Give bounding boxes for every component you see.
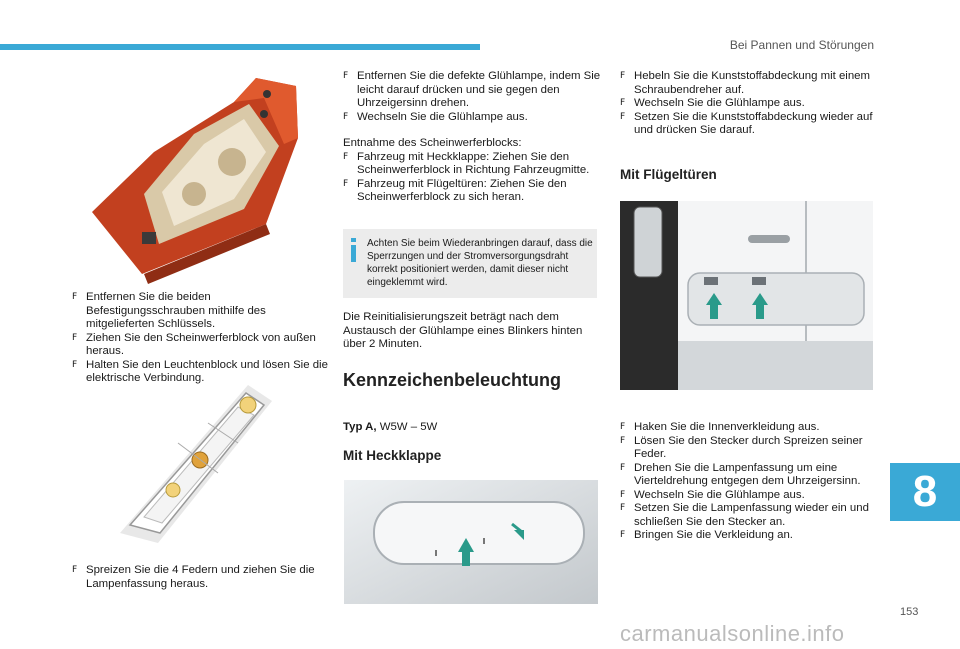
info-note xyxy=(343,229,597,298)
type-label: Typ A, xyxy=(343,421,377,433)
col1-steps-b xyxy=(72,564,328,591)
list-item: F Entfernen Sie die beiden Befestigungsschrauben mithilfe des mitgelieferten Schlüssels. xyxy=(72,291,328,332)
col3-steps-a xyxy=(620,70,876,138)
type-value: W5W – 5W xyxy=(376,421,438,433)
col2-steps-a xyxy=(343,70,601,205)
col1-steps-a xyxy=(72,291,328,386)
list-item: F Hebeln Sie die Kunststoffabdeckung mit einem Schraubendreher auf. xyxy=(620,70,876,97)
list-item: F Lösen Sie den Stecker durch Spreizen seiner Feder. xyxy=(620,435,876,462)
list-item: F Wechseln Sie die Glühlampe aus. xyxy=(620,97,876,111)
type-line xyxy=(343,421,601,435)
list-item: F Spreizen Sie die 4 Federn und ziehen Sie die Lampenfassung heraus. xyxy=(72,564,328,591)
list-item: F Drehen Sie die Lampenfassung um eine Vierteldrehung entgegen dem Uhrzeigersinn. xyxy=(620,462,876,489)
chapter-tab[interactable]: 8 xyxy=(890,463,960,521)
col3-steps-b xyxy=(620,421,876,543)
list-item: F Wechseln Sie die Glühlampe aus. xyxy=(620,489,876,503)
note-text: Achten Sie beim Wiederanbringen darauf, dass die Sperrzungen und der Stromversorgungsdraht korrekt positioniert werden, damit dieser nicht eingeklemmt wird. xyxy=(367,238,593,288)
subsection-wing-doors: Mit Flügeltüren xyxy=(620,167,717,182)
list-item: F Fahrzeug mit Heckklappe: Ziehen Sie den Scheinwerferblock in Richtung Fahrzeugmitte. xyxy=(343,151,601,178)
reset-text: Die Reinitialisierungszeit beträgt nach dem Austausch der Glühlampe eines Blinkers hinten über 2 Minuten. xyxy=(343,311,583,350)
chapter-title: Bei Pannen und Störungen xyxy=(729,38,874,52)
subsection-tailgate: Mit Heckklappe xyxy=(343,448,442,463)
list-item: F Wechseln Sie die Glühlampe aus. xyxy=(343,111,601,125)
header-accent-bar xyxy=(0,44,480,50)
list-item: F Halten Sie den Leuchtenblock und lösen Sie die elektrische Verbindung. xyxy=(72,359,328,386)
list-item: F Ziehen Sie den Scheinwerferblock von außen heraus. xyxy=(72,332,328,359)
list-item: F Fahrzeug mit Flügeltüren: Ziehen Sie den Scheinwerferblock zu sich heran. xyxy=(343,178,601,205)
list-item: F Entfernen Sie die defekte Glühlampe, indem Sie leicht darauf drücken und sie gegen den Uhrzeigersinn drehen. xyxy=(343,70,601,111)
info-icon xyxy=(351,238,356,262)
watermark: carmanualsonline.info xyxy=(620,621,845,646)
list-item: F Haken Sie die Innenverkleidung aus. xyxy=(620,421,876,435)
wing-doors-image xyxy=(620,201,873,390)
tail-light-image xyxy=(84,74,304,284)
removal-title: Entnahme des Scheinwerferblocks: xyxy=(343,137,522,149)
section-title: Kennzeichenbeleuchtung xyxy=(343,370,562,390)
tailgate-plate-light-image xyxy=(344,480,598,604)
lamp-holder-image xyxy=(118,383,276,546)
list-item: F Setzen Sie die Lampenfassung wieder ein und schließen Sie den Stecker an. xyxy=(620,502,876,529)
list-item: F Bringen Sie die Verkleidung an. xyxy=(620,529,876,543)
page-number: 153 xyxy=(900,606,919,618)
list-item: F Setzen Sie die Kunststoffabdeckung wieder auf und drücken Sie darauf. xyxy=(620,111,876,138)
